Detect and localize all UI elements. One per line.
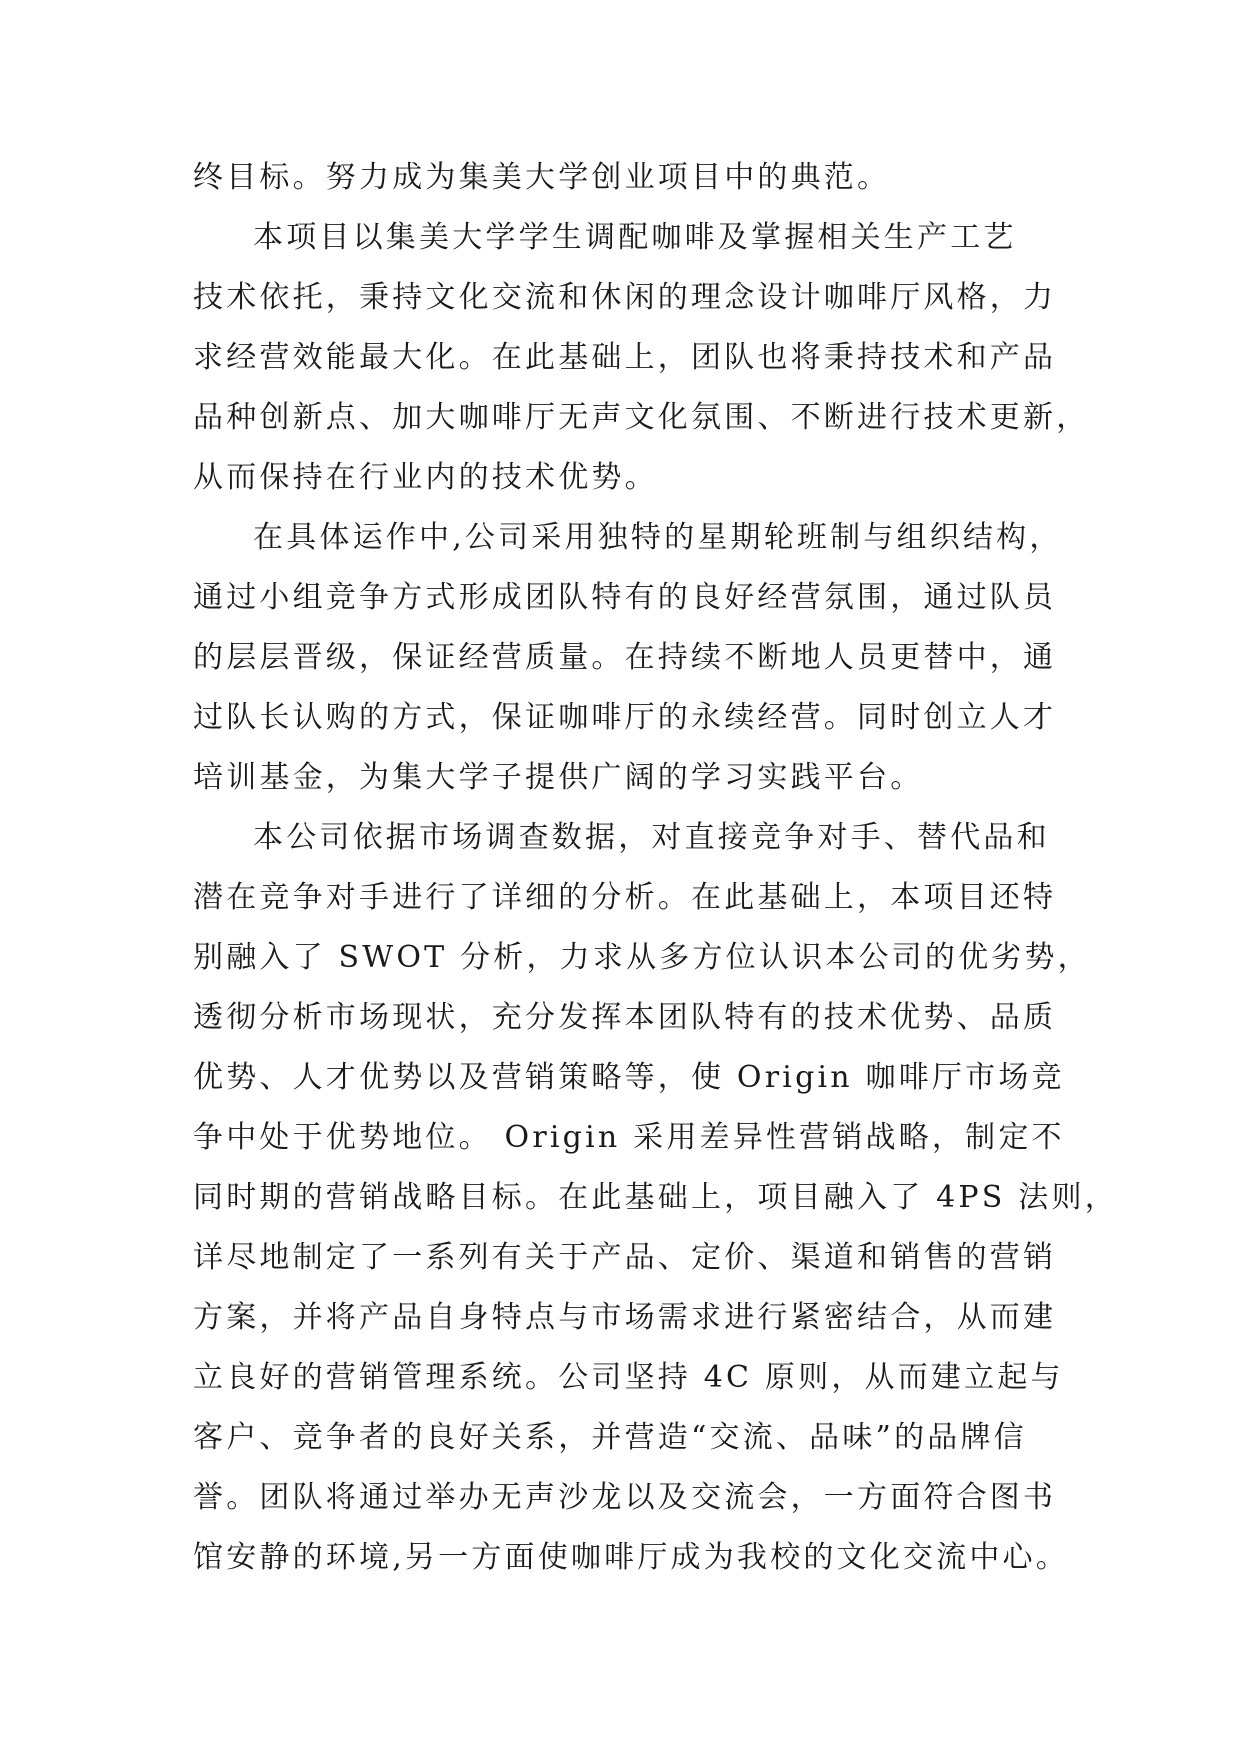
paragraph-4-line-2: 潜在竞争对手进行了详细的分析。在此基础上，本项目还特 [193,880,1057,915]
paragraph-2-line-3: 求经营效能最大化。在此基础上，团队也将秉持技术和产品 [193,340,1057,375]
paragraph-2-line-4: 品种创新点、加大咖啡厅无声文化氛围、不断进行技术更新， [193,400,1090,435]
paragraph-4-line-3: 别融入了 SWOT 分析，力求从多方位认识本公司的优劣势， [193,940,1091,975]
paragraph-4-line-7: 同时期的营销战略目标。在此基础上，项目融入了 4PS 法则， [193,1180,1118,1215]
document-body [193,148,1118,1588]
paragraph-4-line-5: 优势、人才优势以及营销策略等，使 Origin 咖啡厅市场竞 [193,1060,1065,1095]
paragraph-4-line-12: 誉。团队将通过举办无声沙龙以及交流会，一方面符合图书 [193,1480,1057,1515]
paragraph-4-line-6: 争中处于优势地位。 Origin 采用差异性营销战略，制定不 [193,1120,1065,1155]
paragraph-3-line-3: 的层层晋级，保证经营质量。在持续不断地人员更替中，通 [193,640,1057,675]
paragraph-3-line-1: 在具体运作中,公司采用独特的星期轮班制与组织结构， [253,520,1063,555]
paragraph-4-line-10: 立良好的营销管理系统。公司坚持 4C 原则，从而建立起与 [193,1360,1064,1395]
paragraph-4-line-9: 方案，并将产品自身特点与市场需求进行紧密结合，从而建 [193,1300,1057,1335]
paragraph-4-line-4: 透彻分析市场现状，充分发挥本团队特有的技术优势、品质 [193,1000,1057,1035]
paragraph-2-line-5: 从而保持在行业内的技术优势。 [193,460,658,495]
paragraph-3-line-2: 通过小组竞争方式形成团队特有的良好经营氛围，通过队员 [193,580,1057,615]
paragraph-3-line-4: 过队长认购的方式，保证咖啡厅的永续经营。同时创立人才 [193,700,1057,735]
paragraph-4-line-8: 详尽地制定了一系列有关于产品、定价、渠道和销售的营销 [193,1240,1057,1275]
paragraph-1-line-1: 终目标。努力成为集美大学创业项目中的典范。 [193,160,891,195]
paragraph-3-line-5: 培训基金，为集大学子提供广阔的学习实践平台。 [193,760,924,795]
paragraph-2-line-2: 技术依托，秉持文化交流和休闲的理念设计咖啡厅风格，力 [193,280,1057,315]
paragraph-4-line-11: 客户、竞争者的良好关系，并营造“交流、品味”的品牌信 [193,1420,1027,1455]
paragraph-4-line-13: 馆安静的环境,另一方面使咖啡厅成为我校的文化交流中心。 [193,1540,1069,1575]
paragraph-4-line-1: 本公司依据市场调查数据，对直接竞争对手、替代品和 [253,820,1050,855]
paragraph-2-line-1: 本项目以集美大学学生调配咖啡及掌握相关生产工艺 [253,220,1017,255]
